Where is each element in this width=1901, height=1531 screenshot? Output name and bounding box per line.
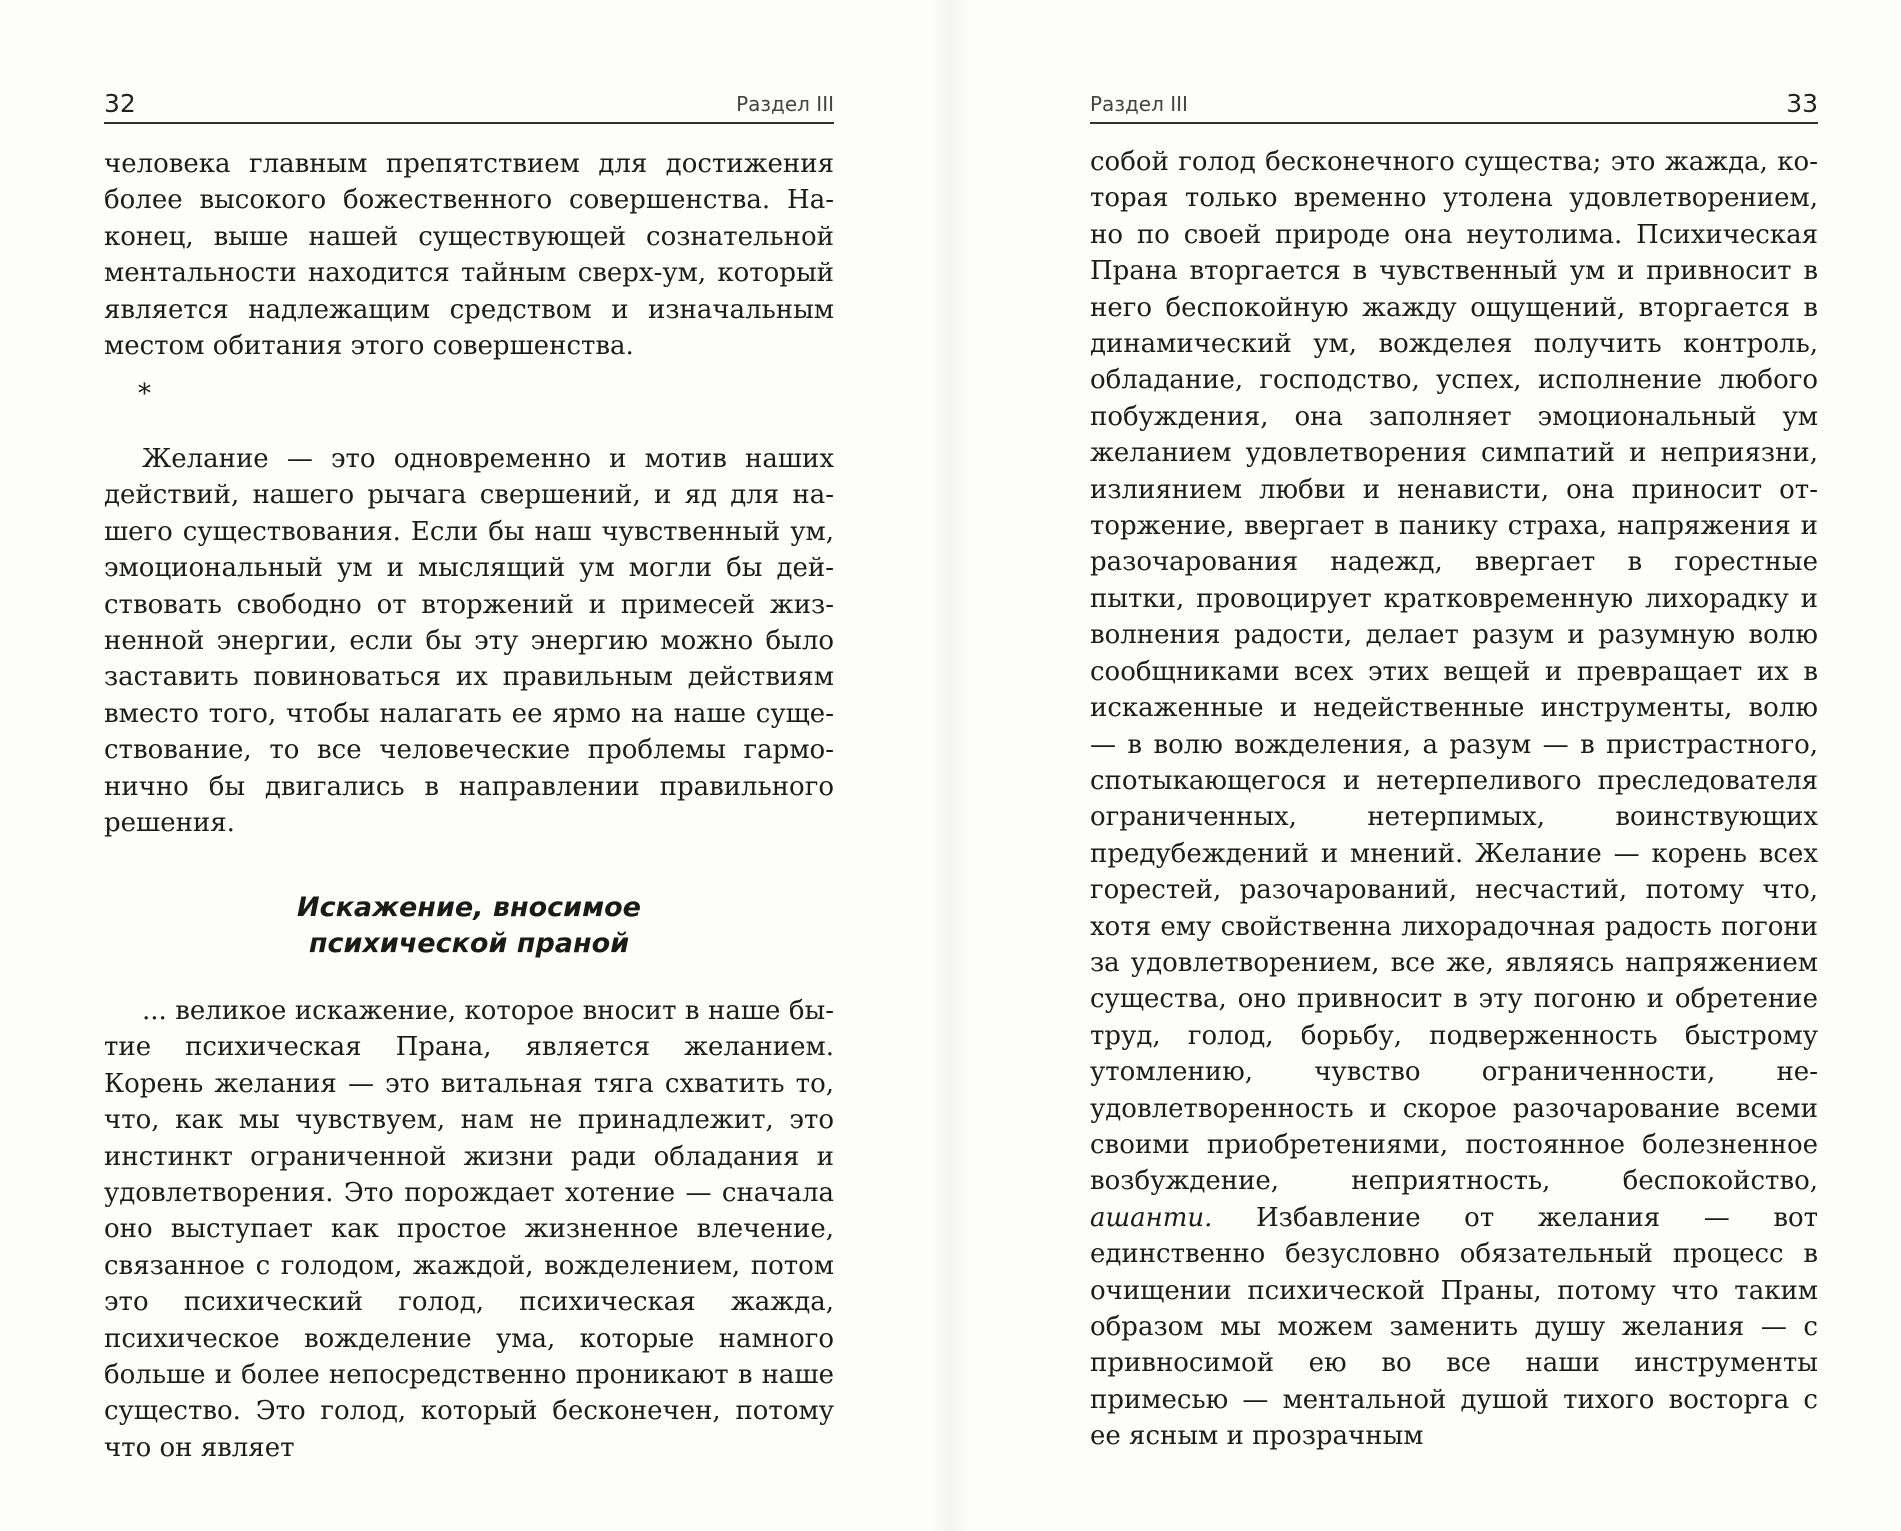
section-separator: *	[138, 379, 151, 409]
left-paragraph-3: ... великое искажение, которое вносит в наше бытие психическая Прана, является желанием. Корень желания — это витальная тяга схватить то, что, как мы чувствуем, нам не принадлежит, это инстинкт ограниченной жизни ради обладания и удовлетворения. Это порождает хотение — сначала оно выступает как простое жизненное влечение, связанное с голодом, жаждой, вожделением, потом это психический голод, психическая жажда, психическое вожделение ума, которые намного больше и более непосредственно проникают в наше существо. Это голод, который бесконечен, потому что он являет	[104, 996, 834, 1463]
section-heading-line-1: Искажение, вносимое	[296, 892, 641, 923]
right-page-header	[1090, 82, 1818, 124]
right-paragraph-1	[1090, 144, 1818, 1455]
left-page-header	[104, 82, 834, 124]
left-text-block-3	[104, 993, 834, 1466]
left-paragraph-2: Желание — это одновременно и мотив наших действий, нашего рычага свершений, и яд для нашего существования. Если бы наш чувственный ум, эмоциональный ум и мыслящий ум могли бы действовать свободно от вторжений и примесей жизненной энергии, если бы эту энергию можно было заставить повиноваться их правильным действиям вместо того, чтобы налагать ее ярмо на наше существование, то все человеческие проблемы гармонично бы двигались в направлении правильного решения.	[104, 444, 834, 839]
right-page-number: 33	[1786, 89, 1818, 118]
section-heading-line-2: психической праной	[308, 928, 630, 959]
italic-term: ашанти.	[1090, 1202, 1213, 1233]
left-text-block-2	[104, 441, 834, 841]
left-page-number: 32	[104, 89, 136, 118]
left-running-head: Раздел III	[736, 92, 834, 116]
right-page	[950, 0, 1901, 1531]
left-page	[0, 0, 950, 1531]
right-running-head: Раздел III	[1090, 92, 1188, 116]
right-paragraph-1-main: собой голод бесконечного существа; это жажда, которая только временно утолена удовлетворением, но по своей природе она неутолима. Психическая Прана вторгается в чувственный ум и привносит в него беспокойную жажду ощущений, вторгается в динамический ум, вожделея получить контроль, обладание, господство, успех, исполнение любого побуждения, она заполняет эмоциональный ум желанием удовлетворения симпатий и неприязни, излиянием любви и ненависти, она приносит отторжение, ввергает в панику страха, напряжения и разочарования надежд, ввергает в горестные пытки, провоцирует кратковременную лихорадку и волнения радости, делает разум и разумную волю сообщниками всех этих вещей и превращает их в искаженные и недейственные инструменты, волю — в волю вожделения, а разум — в пристрастного, спотыкающегося и нетерпеливого преследователя ограниченных, нетерпимых, воинствующих предубеждений и мнений. Желание — корень всех горестей, разочарований, несчастий, потому что, хотя ему свойственна лихорадочная радость погони за удовлетворением, все же, являясь напряжением существа, оно привносит в эту погоню и обретение труд, голод, борьбу, подверженность быстрому утомлению, чувство ограниченности, неудовлетворенность и скорое разочарование всеми своими приобретениями, постоянное болезненное возбуждение, неприятность, беспокойство,	[1090, 147, 1818, 1197]
left-text-block-1	[104, 146, 834, 364]
right-paragraph-1-end: Избавление от желания — вот единственно безусловно обязательный процесс в очищении психической Праны, потому что таким образом мы можем заменить душу желания — с привносимой ею во все наши инструменты примесью — ментальной душой тихого восторга с ее ясным и прозрачным	[1090, 1202, 1818, 1452]
right-text-block-1	[1090, 144, 1818, 1455]
section-heading	[104, 890, 834, 962]
left-separator-block	[104, 376, 834, 412]
left-paragraph-1: человека главным препятствием для достижения более высокого божественного совершенства. Наконец, выше нашей существующей сознательной ментальности находится тайным сверх-ум, который является надлежащим средством и изначальным местом обитания этого совершенства.	[104, 149, 834, 362]
